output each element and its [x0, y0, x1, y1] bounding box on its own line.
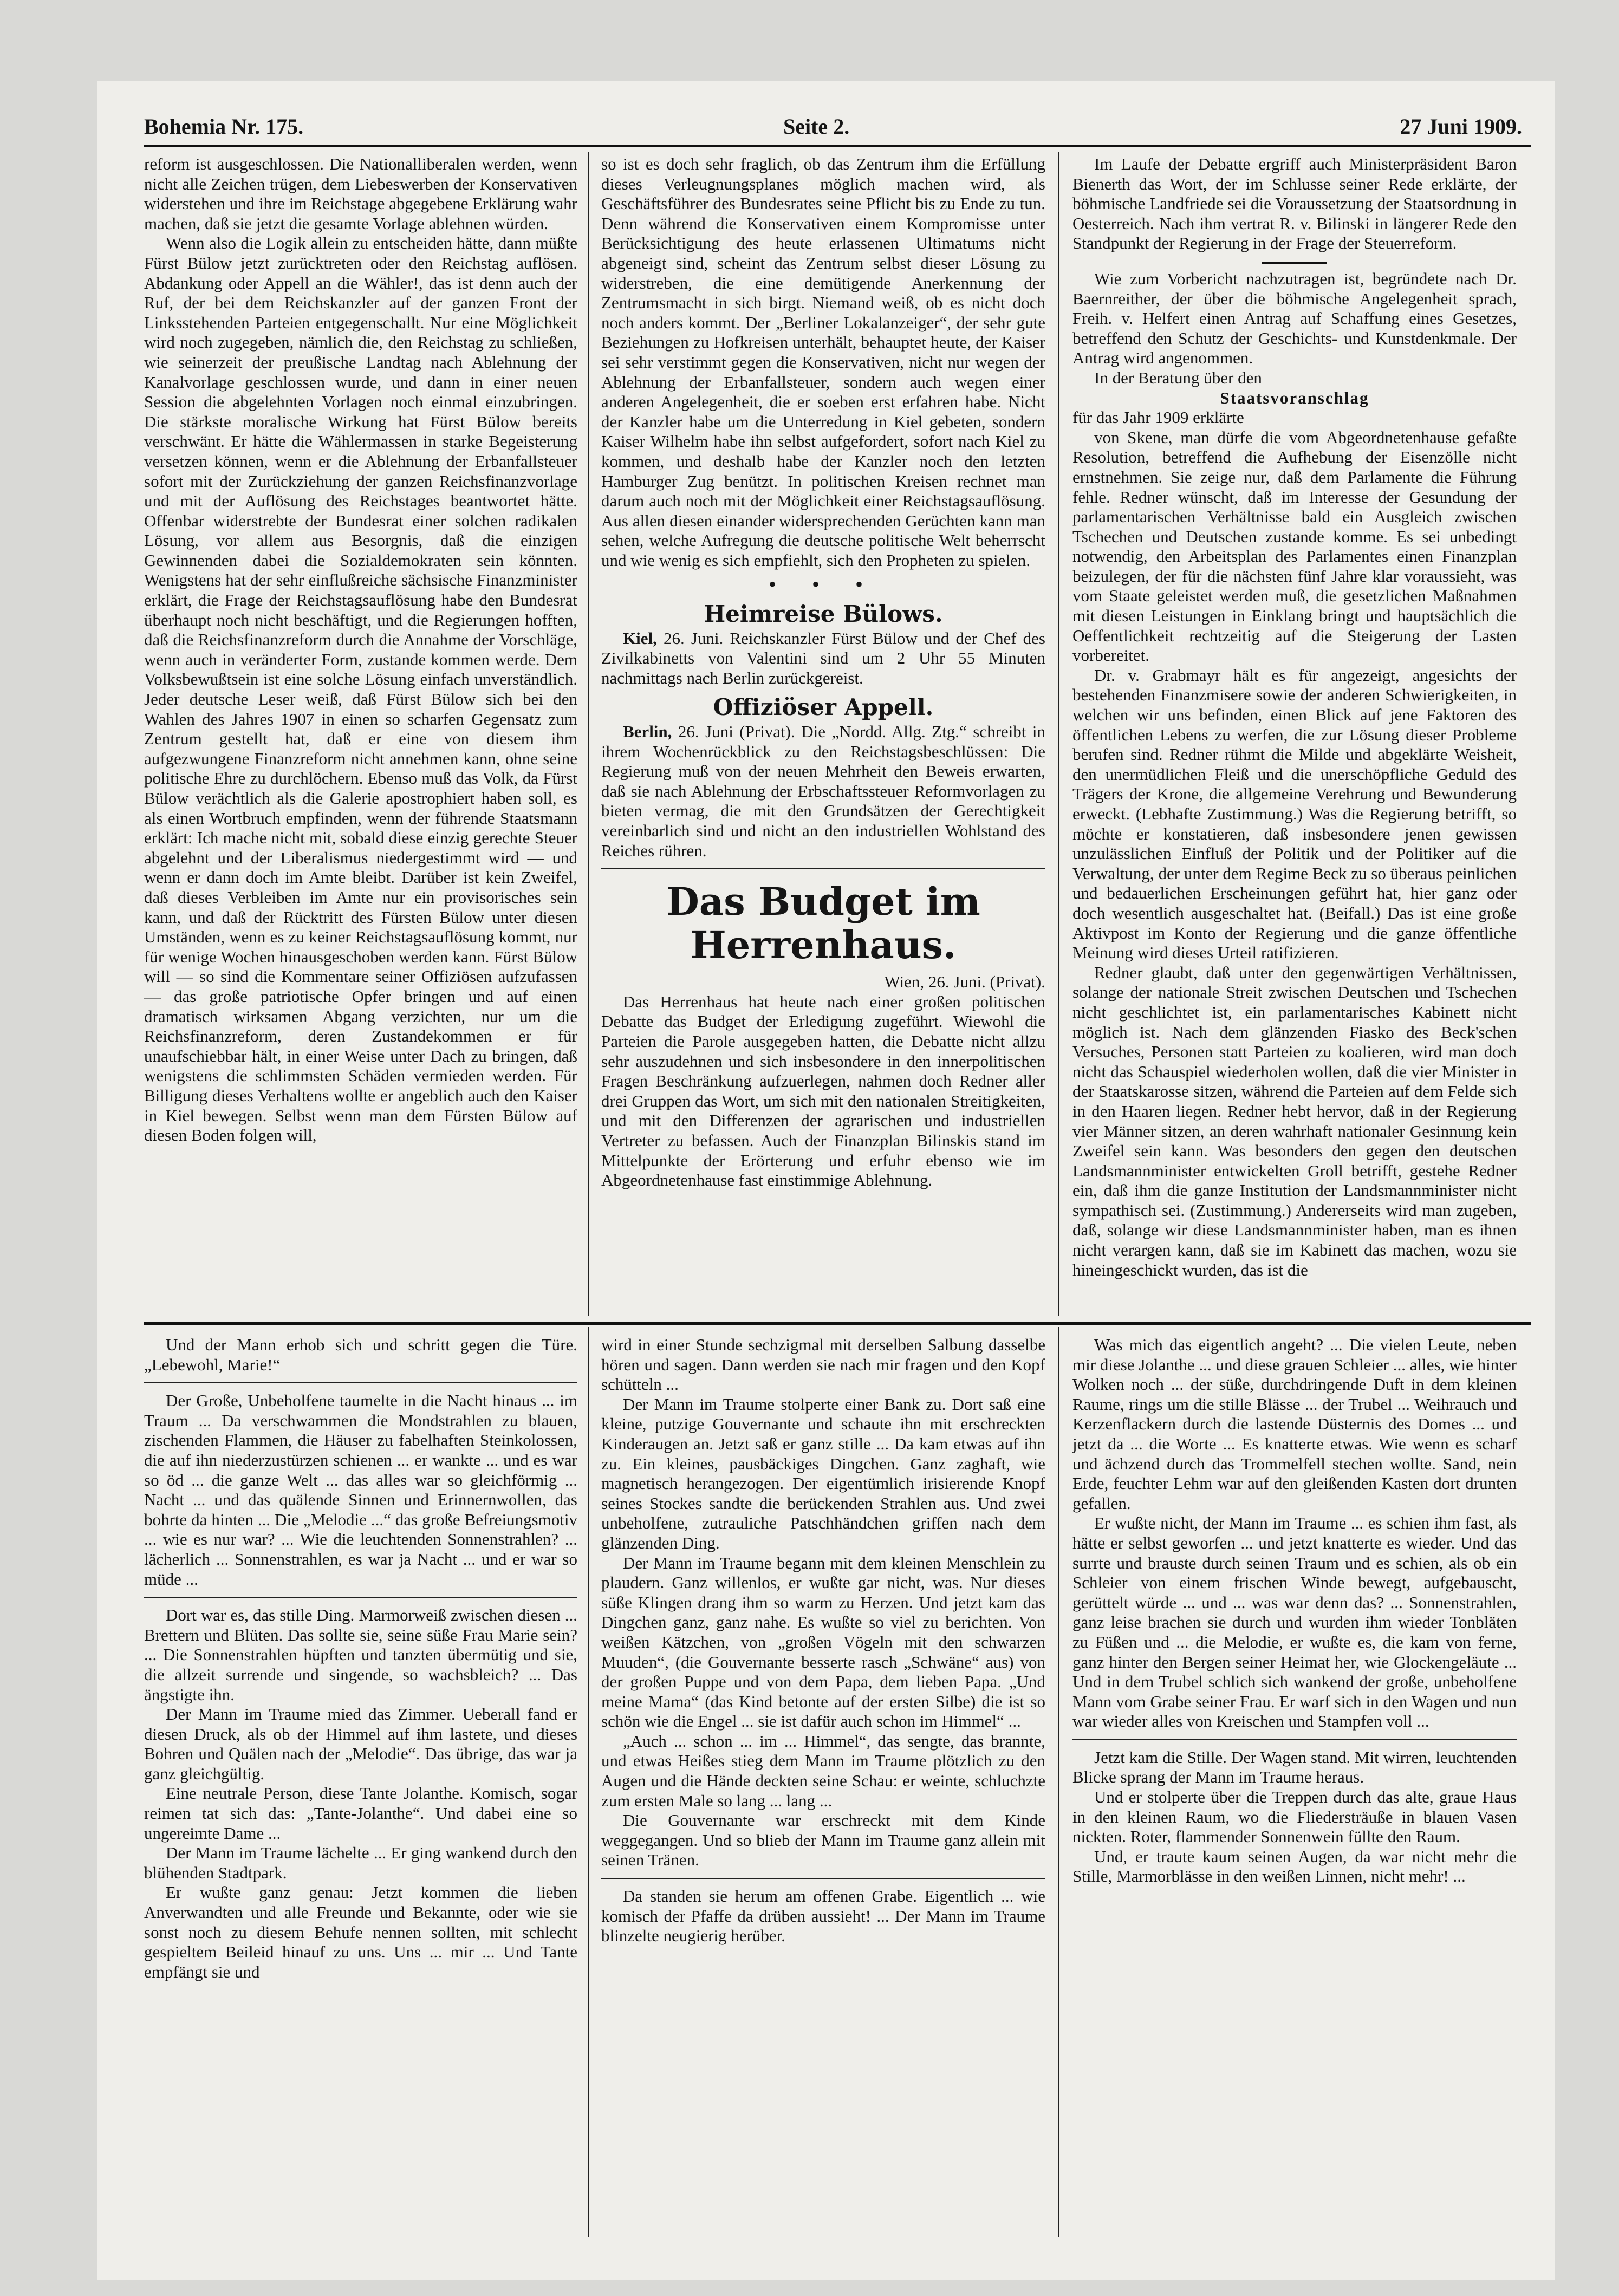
paragraph: Eine neutrale Person, diese Tante Jolanthe. Komisch, sogar reimen tat sich das: „Tante-Jolanthe“. Und dabei eine so ungereimte Dame ... [144, 1784, 577, 1843]
headline-offizioeser-appell: Offiziöser Appell. [713, 694, 934, 721]
column-rule [588, 1327, 589, 2237]
paragraph: Und er stolperte über die Treppen durch das alte, graue Haus in den kleinen Raum, wo die Fliedersträuße in blauen Vasen nickten. Roter, flammender Sonnenwein füllte den Raum. [1072, 1787, 1517, 1846]
feuilleton-column-3 [1072, 1335, 1517, 2223]
header-rule [144, 145, 1531, 147]
paragraph-text: 26. Juni. Reichskanzler Fürst Bülow und der Chef des Zivilkabinetts von Valentini sind um 2 Uhr 55 Minuten nachmittags nach Berlin zurückgereist. [601, 628, 1045, 687]
paragraph: Redner glaubt, daß unter den gegenwärtigen Verhältnissen, solange der nationale Streit zwischen Deutschen und Tschechen nicht geschlichtet ist, ein parlamentarisches Kabinett nicht möglich ist. Nach dem glänzenden Fiasko des Beck'schen Versuches, Personen statt Parteien zu koalieren, wird man doch nicht das Schauspiel wiederholen wollen, daß die vier Minister in der Staatskarosse sitzen, während die Parteien auf dem Felde sich in den Haaren liegen. Redner hebt hervor, daß in der Regierung vier Männer sitzen, an deren wahrhaft nationaler Gesinnung kein Zweifel sein kann. Was besonders den gegen den deutschen Landsmannminister entwickelten Groll betrifft, gestehe Redner ein, daß ihm die ganze Institution der Landsmannminister nicht sympathisch sei. (Zustimmung.) Andererseits wird man zugeben, daß, solange wir diese Landsmannminister haben, man es ihnen nicht verargen kann, daß sie im Kabinett das machen, wozu sie hineingeschickt wurden, das ist die [1072, 962, 1517, 1279]
headline-heimreise: Heimreise Bülows. [704, 601, 943, 628]
divider [1072, 1739, 1517, 1740]
paragraph: Der Mann im Traume lächelte ... Er ging wankend durch den blühenden Stadtpark. [144, 1843, 577, 1882]
article-column-2 [601, 154, 1045, 1311]
header-date: 27 Juni 1909. [1400, 114, 1522, 139]
divider [601, 868, 1045, 869]
dateline: Wien, 26. Juni. (Privat). [884, 972, 1045, 992]
paragraph: Der Mann im Traume stolperte einer Bank zu. Dort saß eine kleine, putzige Gouvernante und schaute ihn mit erschreckten Kinderaugen an. Jetzt saß er ganz stille ... Da kam etwas auf ihn zu. Ein kleines, pausbäckiges Dingchen. Ganz zaghaft, wie magnetisch herangezogen. Der eigentümlich irisierende Knopf seines Stockes sandte die berückenden Strahlen aus. Und zwei unbeholfene, zutrauliche Patschhändchen griffen nach dem glänzenden Ding. [601, 1394, 1045, 1552]
divider [144, 1382, 577, 1383]
divider [601, 1878, 1045, 1879]
paragraph: Im Laufe der Debatte ergriff auch Ministerpräsident Baron Bienerth das Wort, der im Schlusse seiner Rede erklärte, der böhmische Landfriede sei die Voraussetzung der Staatsordnung in Oesterreich. Nach ihm vertrat R. v. Bilinski in längerer Rede den Standpunkt der Regierung in der Frage der Steuerreform. [1072, 154, 1517, 253]
feuilleton-column-1 [144, 1335, 577, 2223]
headline-budget: Das Budget im Herrenhaus. [666, 879, 980, 968]
column-rule [1058, 152, 1059, 1316]
paragraph: In der Beratung über den [1094, 368, 1262, 387]
newspaper-page [97, 81, 1555, 2280]
column-rule [1058, 1327, 1059, 2237]
feuilleton-rule [144, 1322, 1531, 1325]
paragraph: Jetzt kam die Stille. Der Wagen stand. Mit wirren, leuchtenden Blicke sprang der Mann im Traume heraus. [1072, 1747, 1517, 1787]
paragraph: reform ist ausgeschlossen. Die Nationalliberalen werden, wenn nicht alle Zeichen trügen, dem Liebeswerben der Konservativen widerstehen und ihre im Reichstage abgegebene Erklärung wahr machen, daß sie jetzt die gesamte Vorlage ablehnen würden. [144, 154, 577, 233]
paragraph: Dort war es, das stille Ding. Marmorweiß zwischen diesen ... Brettern und Blüten. Das sollte sie, seine süße Frau Marie sein? ... Die Sonnenstrahlen hüpften und tanzten übermütig und sie, die allzeit surrende und singende, so wachsbleich? ... Das ängstigte ihn. [144, 1605, 577, 1704]
paragraph: Er wußte nicht, der Mann im Traume ... es schien ihm fast, als hätte er selbst geworfen ... und jetzt knatterte es wieder. Und das surrte und brauste durch seinen Traum und es schien, als ob ein Schleier von einem frischen Winde bewegt, aufgebauscht, gerüttelt würde ... und ... was war denn das? ... Sonnenstrahlen, ganz leise brachen sie durch und wurden ihm wieder Tonbläten zu Füßen und ... die Melodie, er wußte es, die kam von ferne, ganz hinter den Bergen seiner Heimat her, wie Glockengeläute ... Und in dem Trubel schlich sich wankend der große, unbeholfene Mann vom Grabe seiner Frau. Er warf sich in den Wagen und nun war wieder alles von Kreischen und Stampfen voll ... [1072, 1513, 1517, 1731]
paragraph: für das Jahr 1909 erklärte [1072, 408, 1244, 427]
paragraph [601, 629, 1045, 688]
article-column-1 [144, 154, 577, 1311]
paragraph-text: 26. Juni (Privat). Die „Nordd. Allg. Ztg.“ schreibt in ihrem Wochenrückblick zu den Reichstagsbeschlüssen: Die Regierung muß von der neuen Mehrheit den Beweis erwarten, daß sie nach Ablehnung der Erbschaftssteuer Reformvorlagen zu bieten vermag, die mit den Grundsätzen der Gerechtigkeit vereinbarlich sind und nicht an den industriellen Wohlstand des Reiches rühren. [601, 722, 1045, 860]
feuilleton-column-2 [601, 1335, 1045, 2223]
paragraph: Dr. v. Grabmayr hält es für angezeigt, angesichts der bestehenden Finanzmisere sowie der anderen Schwierigkeiten, in welchen wir uns befinden, einen Blick auf jene Faktoren des öffentlichen Lebens zu werfen, die zur Lösung dieser Probleme berufen sind. Redner rühmt die Milde und abgeklärte Weisheit, den unermüdlichen Fleiß und die unerschöpfliche Geduld des Trägers der Krone, die allgemeine Verehrung und Bewunderung erweckt. (Lebhafte Zustimmung.) Was die Regierung betrifft, so möchte er konstatieren, daß insbesondere jenen gewissen unzulässlichen Einfluß der Politik und der Politiker auf die Verwaltung, der unter dem Regime Beck zu so überaus peinlichen und bedauerlichen Erscheinungen geführt hat, hier ganz oder doch wesentlich ausgeschaltet hat. (Beifall.) Das ist eine große Aktivpost im Konto der Regierung und die ganze öffentliche Meinung wird dieses Urteil ratifizieren. [1072, 665, 1517, 962]
paragraph: Der Mann im Traume begann mit dem kleinen Menschlein zu plaudern. Ganz willenlos, er wußte gar nicht, was. Nur dieses süße Klingen drang ihm so warm zu Herzen. Und jetzt kam das Dingchen ganz, ganz nahe. Es wußte so viel zu berichten. Von weißen Kätzchen, von „großen Vögeln mit den schwarzen Muuden“, (die Gouvernante besserte rasch „Schwäne“ aus) von der großen Puppe und von dem Papa, dem lieben Papa. „Und meine Mama“ (das Kind betonte auf der ersten Silbe) die ist so schön wie die Engel ... sie ist dafür auch schon im Himmel“ ... [601, 1553, 1045, 1731]
dateline: Berlin, [623, 722, 672, 742]
paragraph: Wie zum Vorbericht nachzutragen ist, begründete nach Dr. Baernreither, der über die böhmische Angelegenheit sprach, Freih. v. Helfert einen Antrag auf Schaffung eines Gesetzes, betreffend den Schutz der Geschichts- und Kunstdenkmale. Der Antrag wird angenommen. [1072, 269, 1517, 368]
paragraph: Der Mann im Traume mied das Zimmer. Ueberall fand er diesen Druck, als ob der Himmel auf ihm lastete, und dieses Bohren und Quälen nach der „Melodie“. Das übrige, das war ja ganz gleichgültig. [144, 1705, 577, 1783]
paragraph: Da standen sie herum am offenen Grabe. Eigentlich ... wie komisch der Pfaffe da drüben aussieht! ... Der Mann im Traume blinzelte neugierig herüber. [601, 1887, 1045, 1946]
paragraph: Das Herrenhaus hat heute nach einer großen politischen Debatte das Budget der Erledigung zugeführt. Wiewohl die Parteien die Parole ausgegeben hatten, die Debatte nicht allzu sehr auszudehnen und sich insbesondere in den innerpolitischen Fragen Beschränkung aufzuerlegen, nahmen doch Redner aller drei Gruppen das Wort, um sich mit den nationalen Streitigkeiten, und mit den Differenzen der agrarischen und industriellen Vertreter zu befassen. Auch der Finanzplan Bilinskis stand im Mittelpunkte der Erörterung und erfuhr ebenso wie im Abgeordnetenhause fast einstimmige Ablehnung. [601, 992, 1045, 1190]
paragraph: Wenn also die Logik allein zu entscheiden hätte, dann müßte Fürst Bülow jetzt zurücktreten oder den Reichstag auflösen. Abdankung oder Appell an die Wähler!, das ist denn auch der Ruf, der bei dem Reichskanzler auf der ganzen Front der Linksstehenden Parteien entgegenschallt. Nur eine Möglichkeit wird noch zugegeben, nämlich die, den Reichstag zu schließen, wie seinerzeit der preußische Landtag nach Ablehnung der Kanalvorlage geschlossen wurde, und dann in einer neuen Session die abgelehnten Vorlagen noch einmal einzubringen. Die stärkste moralische Wirkung hat Fürst Bülow bereits verschwänt. Er hätte die Wählermassen in starke Begeisterung versetzen können, wenn er die Ablehnung der Erbanfallsteuer sofort mit der Zurückziehung der ganzen Reichsfinanzvorlage und mit der Auflösung des Reichstages beantwortet hätte. Offenbar widerstrebte der Bundesrat einer solchen radikalen Lösung, vor allem aus Besorgnis, daß die einzigen Gewinnenden dabei die Sozialdemokraten sein könnten. Wenigstens hat der sehr einflußreiche sächsische Finanzminister erklärt, die Frage der Reichstagsauflösung habe den Bundesrat überhaupt noch nicht beschäftigt, und die Regierungen hofften, daß die Reichsfinanzreform durch die Annahme der Vorschläge, wenn auch in veränderter Form, zustande kommen werde. Dem Volksbewußtsein ist eine solche Lösung einfach unverständlich. Jeder deutsche Leser weiß, daß Fürst Bülow sich bei den Wahlen des Jahres 1907 in einen so scharfen Gegensatz zum Zentrum gestellt hat, daß er eine von diesem ihm aufgezwungene Finanzreform nicht annehmen kann, ohne seine politische Ehre zu durchlöchern. Ebenso muß das Volk, da Fürst Bülow verächtlich als die Galerie apostrophiert haben soll, es als einen Wortbruch empfinden, wenn der führende Staatsmann erklärt: Ich mache nicht mit, sobald diese einzig gerechte Steuer abgelehnt und der Liberalismus niedergestimmt wird — und wenn er dann doch im Amte bleibt. Darüber ist kein Zweifel, daß dieses Verbleiben im Amte nur ein provisorisches sein kann, und daß der Rücktritt des Fürsten Bülow unter diesen Umständen, wenn es zu keiner Reichstagsauflösung kommt, nur für wenige Wochen hinausgeschoben werden kann. Fürst Bülow will — so sind die Kommentare seiner Offiziösen aufzufassen — das große patriotische Opfer bringen und auf einen dramatisch wirksamen Abgang verzichten, nur um die Reichsfinanzreform, deren Zustandekommen er für unaufschiebbar hält, in einer Weise unter Dach zu bringen, daß wenigstens die schlimmsten Schäden vermieden werden. Für Billigung dieses Verhaltens wollte er angeblich auch den Kaiser in Kiel bewegen. Selbst wenn man dem Fürsten Bülow auf diesen Boden folgen will, [144, 233, 577, 1145]
paragraph: Was mich das eigentlich angeht? ... Die vielen Leute, neben mir diese Jolanthe ... und diese grauen Schleier ... alles, wie hinter Wolken noch ... der süße, durchdringende Duft in dem kleinen Raume, rings um die stille Blässe ... der Trubel ... Weihrauch und Kerzenflackern durch die lastende Düsternis des Domes ... und jetzt da ... die Worte ... Es knatterte etwas. Wie wenn es scharf und ächzend durch das Trommelfell stechen wollte. Sand, nein Erde, feuchter Lehm war auf den gleißenden Kasten dort drunten gefallen. [1072, 1335, 1517, 1513]
article-column-3 [1072, 154, 1517, 1311]
header-page-number: Seite 2. [783, 114, 850, 139]
header-issue: Bohemia Nr. 175. [144, 114, 304, 139]
divider [144, 1597, 577, 1598]
paragraph: Und der Mann erhob sich und schritt gegen die Türe. „Lebewohl, Marie!“ [144, 1335, 577, 1374]
paragraph [601, 722, 1045, 861]
paragraph: Die Gouvernante war erschreckt mit dem Kinde weggegangen. Und so blieb der Mann im Traume ganz allein mit seinen Tränen. [601, 1811, 1045, 1870]
paragraph: „Auch ... schon ... im ... Himmel“, das sengte, das brannte, und etwas Heißes stieg dem Mann im Traume plötzlich zu den Augen und die Hände deckten seine Schau: er weinte, schluchzte zum ersten Male so lang ... lang ... [601, 1731, 1045, 1810]
paragraph: Der Große, Unbeholfene taumelte in die Nacht hinaus ... im Traum ... Da verschwammen die Mondstrahlen zu blauen, zischenden Flammen, die Häuser zu fabelhaften Steinkolossen, die auf ihn niederzustürzen schienen ... er wankte ... und es war so öd ... die ganze Welt ... das alles war so gleichförmig ... Nacht ... und das quälende Sinnen und Erinnernwollen, das bohrte da hinten ... Die „Melodie ...“ das große Befreiungsmotiv ... wie es nur war? ... Wie die leuchtenden Sonnenstrahlen? ... lächerlich ... Sonnenstrahlen, es war ja Nacht ... und er war so müde ... [144, 1391, 577, 1589]
paragraph: von Skene, man dürfe die vom Abgeordnetenhause gefaßte Resolution, betreffend die Aufhebung der Eisenzölle nicht ernstnehmen. Sie zeige nur, daß dem Parlamente die Führung fehle. Redner wünscht, daß im Interesse der Gesundung der parlamentarischen Verhältnisse bald ein Ausgleich zwischen Tschechen und Deutschen zustande komme. Es sei unbedingt notwendig, den Arbeitsplan des Parlamentes einen Finanzplan beizulegen, der für die nächsten fünf Jahre klar voraussieht, was vom Staate geleistet werden muß, die gesetzlichen Maßnahmen mit diesen Leistungen in Einklang bringt und hauptsächlich die Oeffentlichkeit rechtzeitig auf die Steigerung der Lasten vorbereitet. [1072, 427, 1517, 665]
subheading-staatsvoranschlag: Staatsvoranschlag [1220, 388, 1369, 407]
section-separator: • • • [768, 572, 878, 597]
paragraph: wird in einer Stunde sechzigmal mit derselben Salbung dasselbe hören und sagen. Dann werden sie nach mir fragen und den Kopf schütteln ... [601, 1335, 1045, 1394]
dateline: Kiel, [623, 628, 657, 648]
column-rule [588, 152, 589, 1316]
paragraph: Und, er traute kaum seinen Augen, da war nicht mehr die Stille, Marmorblässe in den weißen Linnen, nicht mehr! ... [1072, 1846, 1517, 1886]
short-divider [1262, 262, 1327, 264]
paragraph: so ist es doch sehr fraglich, ob das Zentrum ihm die Erfüllung dieses Verleugnungsplanes möglich machen wird, als Geschäftsführer des Bundesrates seine Pflicht bis zu Ende zu tun. Denn während die Konservativen einem Kompromisse unter Berücksichtigung des heute erlassenen Ultimatums nicht abgeneigt sind, scheint das Zentrum selbst dieser Lösung zu widerstreben, die eine demütigende Anerkennung der Zentrumsmacht in sich birgt. Niemand weiß, ob es nicht doch noch anders kommt. Der „Berliner Lokalanzeiger“, der sehr gute Beziehungen zu Hofkreisen unterhält, behauptet heute, der Kaiser sei sehr verstimmt gegen die Konservativen, nicht nur wegen der Ablehnung der Erbanfallsteuer, sondern auch wegen einer anderen Angelegenheit, die er soeben erst erfahren habe. Nicht der Kanzler habe um die Unterredung in Kiel gebeten, sondern Kaiser Wilhelm habe ihn selbst aufgefordert, sofort nach Kiel zu kommen, und deshalb habe der Kanzler noch den letzten Hamburger Zug benützt. In politischen Kreisen rechnet man darum auch noch mit der Möglichkeit einer Reichstagsauflösung. Aus allen diesen einander widersprechenden Gerüchten kann man sehen, welche Aufregung die deutsche politische Welt beherrscht und wie wenig es sich empfiehlt, sich den Propheten zu spielen. [601, 154, 1045, 570]
paragraph: Er wußte ganz genau: Jetzt kommen die lieben Anverwandten und alle Freunde und Bekannte, oder wie sie sonst noch zu diesem Behufe nennen sollten, mit schlecht gespieltem Beileid hinauf zu uns. Uns ... mir ... Und Tante empfängt sie und [144, 1883, 577, 1981]
